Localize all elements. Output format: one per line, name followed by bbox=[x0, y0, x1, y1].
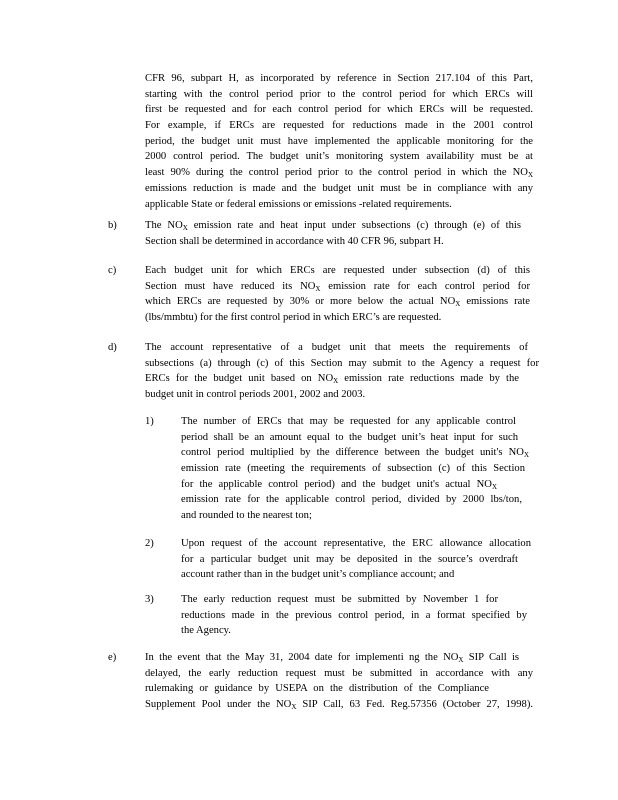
item-b-paragraph bbox=[145, 218, 521, 249]
text-line: account rather than in the budget unit’s compliance account; and bbox=[181, 569, 455, 581]
text-line: emissions reduction is made and the budget unit must be in compliance with any bbox=[145, 182, 533, 194]
subitem-marker-3: 3) bbox=[145, 594, 154, 605]
text-line: applicable State or federal emissions or emissions -related requirements. bbox=[145, 198, 452, 210]
intro-paragraph bbox=[145, 71, 533, 212]
text-line: emission rate (meeting the requirements of subsection (c) of this Section bbox=[181, 463, 525, 475]
text-line: subsections (a) through (c) of this Section may submit to the Agency a request for bbox=[145, 357, 539, 369]
item-marker-b: b) bbox=[108, 220, 117, 231]
text-line: starting with the control period prior to the control period for which ERCs will bbox=[145, 88, 533, 100]
text-line: rulemaking or guidance by USEPA on the distribution of the Compliance bbox=[145, 683, 489, 695]
text-line: For example, if ERCs are requested for reductions made in the 2001 control bbox=[145, 120, 533, 132]
text-line: for the applicable control period) and the budget unit's actual $NO_X$ bbox=[181, 478, 497, 491]
text-line: which ERCs are requested by 30% or more below the actual $NO_X$ emissions rate bbox=[145, 296, 531, 309]
text-line: Each budget unit for which ERCs are requested under subsection (d) of this bbox=[145, 265, 530, 276]
text-line: (lbs/mmbtu) for the first control period in which ERC’s are requested. bbox=[145, 312, 442, 324]
text-line: for a particular budget unit may be deposited in the source’s overdraft bbox=[181, 553, 518, 565]
text-line: period, the budget unit must have implemented the applicable monitoring for the bbox=[145, 135, 533, 147]
subitem-marker-1: 1) bbox=[145, 416, 154, 427]
text-line: ERCs for the budget unit based on $NO_X$ emission rate reductions made by the bbox=[145, 373, 519, 386]
text-line: first be requested and for each control period for which ERCs will be requested. bbox=[145, 104, 533, 116]
text-line: The $NO_X$ emission rate and heat input under subsections (c) through (e) of this bbox=[145, 220, 521, 232]
text-line: Section must have reduced its $NO_X$ emission rate for each control period for bbox=[145, 280, 530, 293]
text-line: The number of ERCs that may be requested for any applicable control bbox=[181, 416, 516, 427]
text-line: reductions made in the previous control period, in a format specified by bbox=[181, 609, 527, 621]
item-marker-e: e) bbox=[108, 652, 117, 663]
subitem-marker-2: 2) bbox=[145, 538, 154, 549]
item-c-paragraph bbox=[145, 263, 530, 326]
item-marker-d: d) bbox=[108, 342, 117, 353]
text-line: and rounded to the nearest ton; bbox=[181, 510, 312, 522]
text-line: budget unit in control periods 2001, 2002 and 2003. bbox=[145, 389, 366, 401]
text-line: In the event that the May 31, 2004 date for implementi ng the $NO_X$ SIP Call is bbox=[145, 652, 520, 664]
text-line: least 90% during the control period prior to the control period in which the $NO_X$ bbox=[145, 167, 533, 180]
text-line: The account representative of a budget unit that meets the requirements of bbox=[145, 342, 528, 353]
subitem-3-paragraph bbox=[181, 592, 527, 639]
text-line: The early reduction request must be submitted by November 1 for bbox=[181, 594, 498, 605]
item-d-paragraph bbox=[145, 340, 539, 403]
item-e-paragraph bbox=[145, 650, 533, 713]
text-line: CFR 96, subpart H, as incorporated by reference in Section 217.104 of this Part, bbox=[145, 73, 533, 84]
text-line: 2000 control period. The budget unit’s monitoring system availability must be at bbox=[145, 151, 533, 163]
text-line: control period multiplied by the difference between the budget unit's $NO_X$ bbox=[181, 447, 529, 460]
text-line: Supplement Pool under the $NO_X$ SIP Call, 63 Fed. Reg.57356 (October 27, 1998). bbox=[145, 699, 533, 712]
text-line: delayed, the early reduction request must be submitted in accordance with any bbox=[145, 667, 533, 679]
text-line: period shall be an amount equal to the budget unit’s heat input for such bbox=[181, 431, 518, 443]
text-line: Upon request of the account representative, the ERC allowance allocation bbox=[181, 538, 531, 549]
text-line: the Agency. bbox=[181, 625, 231, 637]
text-line: emission rate for the applicable control period, divided by 2000 lbs/ton, bbox=[181, 494, 522, 506]
text-line: Section shall be determined in accordance with 40 CFR 96, subpart H. bbox=[145, 235, 444, 247]
subitem-2-paragraph bbox=[181, 536, 531, 583]
subitem-1-paragraph bbox=[181, 414, 529, 524]
item-marker-c: c) bbox=[108, 265, 117, 276]
